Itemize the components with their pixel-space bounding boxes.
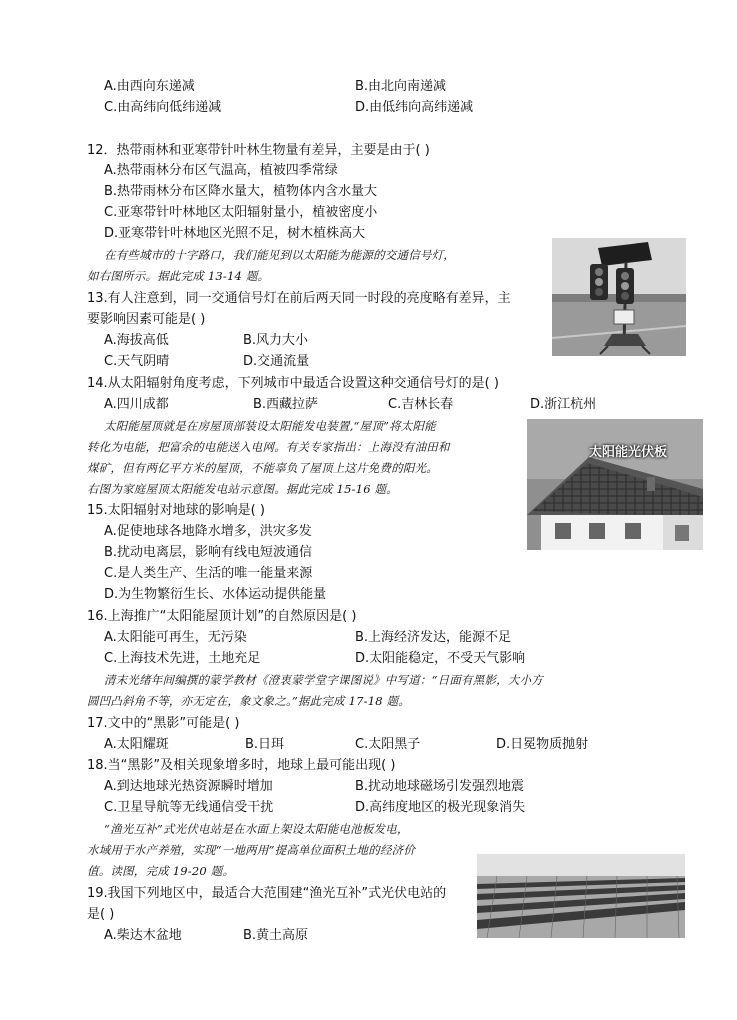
q12-option-b: B.热带雨林分布区降水量大，植物体内含水量大: [104, 184, 378, 199]
fishery-solar-farm-figure: [477, 854, 685, 938]
solar-traffic-light-figure: [552, 238, 686, 356]
q13-option-b: B.风力大小: [243, 333, 309, 348]
q12-option-d: D.亚寒带针叶林地区光照不足，树木植株高大: [104, 226, 366, 241]
intro19-line3: 值。读图，完成 19-20 题。: [87, 864, 235, 878]
intro19-line2: 水域用于水产养殖，实现“一地两用”提高单位面积土地的经济价: [87, 843, 416, 857]
q11-option-c: C.由高纬向低纬递减: [104, 100, 222, 115]
q13-option-c: C.天气阴晴: [104, 354, 170, 369]
intro15-line4: 右图为家庭屋顶太阳能发电站示意图。据此完成 15-16 题。: [87, 482, 398, 496]
q18-stem: 18.当“黑影”及相关现象增多时，地球上最可能出现( ): [87, 758, 396, 773]
q11-option-d: D.由低纬向高纬递减: [355, 100, 474, 115]
q17-option-b: B.日珥: [245, 737, 285, 752]
intro17-line1: 清末光绪年间编撰的蒙学教材《澄衷蒙学堂字课图说》中写道：“日面有黑影，大小方: [104, 673, 543, 687]
q16-option-c: C.上海技术先进，土地充足: [104, 651, 261, 666]
rooftop-solar-house-figure: [527, 419, 703, 550]
q17-option-d: D.日冕物质抛射: [496, 737, 589, 752]
intro15-line2: 转化为电能，把富余的电能送入电网。有关专家指出：上海没有油田和: [87, 440, 450, 454]
q16-option-d: D.太阳能稳定，不受天气影响: [355, 651, 526, 666]
intro17-line2: 圆凹凸斜角不等，亦无定在，象文象之。”据此完成 17-18 题。: [87, 694, 410, 708]
rooftop-solar-house-icon: [527, 419, 703, 550]
q15-option-c: C.是人类生产、生活的唯一能量来源: [104, 566, 313, 581]
q11-option-b: B.由北向南递减: [355, 79, 447, 94]
q11-option-a: A.由西向东递减: [104, 79, 195, 94]
intro15-line1: 太阳能屋顶就是在房屋顶部装设太阳能发电装置,“屋顶”将太阳能: [104, 419, 436, 433]
intro13-line1: 在有些城市的十字路口，我们能见到以太阳能为能源的交通信号灯，: [104, 248, 455, 262]
q12-option-c: C.亚寒带针叶林地区太阳辐射量小，植被密度小: [104, 205, 378, 220]
q17-option-a: A.太阳耀斑: [104, 737, 169, 752]
q17-stem: 17.文中的“黑影”可能是( ): [87, 716, 240, 731]
q18-option-d: D.高纬度地区的极光现象消失: [355, 800, 526, 815]
q19-stem-line1: 19.我国下列地区中，最适合大范围建“渔光互补”式光伏电站的: [87, 886, 447, 901]
q18-option-a: A.到达地球光热资源瞬时增加: [104, 779, 273, 794]
q19-option-a: A.柴达木盆地: [104, 928, 182, 943]
q12-option-a: A.热带雨林分布区气温高，植被四季常绿: [104, 163, 338, 178]
q15-option-d: D.为生物繁衍生长、水体运动提供能量: [104, 587, 327, 602]
q15-stem: 15.太阳辐射对地球的影响是( ): [87, 503, 265, 518]
q19-option-b: B.黄土高原: [243, 928, 309, 943]
q18-option-b: B.扰动地球磁场引发强烈地震: [355, 779, 525, 794]
q14-option-d: D.浙江杭州: [530, 397, 597, 412]
fishery-solar-farm-icon: [477, 854, 685, 938]
intro19-line1: “渔光互补”式光伏电站是在水面上架设太阳能电池板发电，: [104, 822, 409, 836]
q16-stem: 16.上海推广“太阳能屋顶计划”的自然原因是( ): [87, 609, 357, 624]
q19-stem-line2: 是( ): [87, 907, 115, 922]
q14-option-b: B.西藏拉萨: [253, 397, 319, 412]
q12-stem: 12．热带雨林和亚寒带针叶林生物量有差异，主要是由于( ): [87, 143, 430, 158]
q13-option-d: D.交通流量: [243, 354, 310, 369]
q14-option-c: C.吉林长春: [388, 397, 454, 412]
intro15-line3: 煤矿，但有两亿平方米的屋顶，不能辜负了屋顶上这片免费的阳光。: [87, 461, 438, 475]
figure-label: 太阳能光伏板: [589, 445, 668, 460]
intro13-line2: 如右图所示。据此完成 13-14 题。: [87, 269, 270, 283]
q15-option-a: A.促使地球各地降水增多，洪灾多发: [104, 524, 312, 539]
q13-stem-line2: 要影响因素可能是( ): [87, 312, 206, 327]
q13-stem-line1: 13.有人注意到，同一交通信号灯在前后两天同一时段的亮度略有差异，主: [87, 291, 511, 306]
q14-stem: 14.从太阳辐射角度考虑，下列城市中最适合设置这种交通信号灯的是( ): [87, 376, 499, 391]
q18-option-c: C.卫星导航等无线通信受干扰: [104, 800, 274, 815]
q16-option-a: A.太阳能可再生，无污染: [104, 630, 247, 645]
q13-option-a: A.海拔高低: [104, 333, 169, 348]
solar-traffic-light-icon: [552, 238, 686, 356]
q15-option-b: B.扰动电离层，影响有线电短波通信: [104, 545, 313, 560]
q16-option-b: B.上海经济发达，能源不足: [355, 630, 512, 645]
q17-option-c: C.太阳黑子: [355, 737, 421, 752]
q14-option-a: A.四川成都: [104, 397, 169, 412]
